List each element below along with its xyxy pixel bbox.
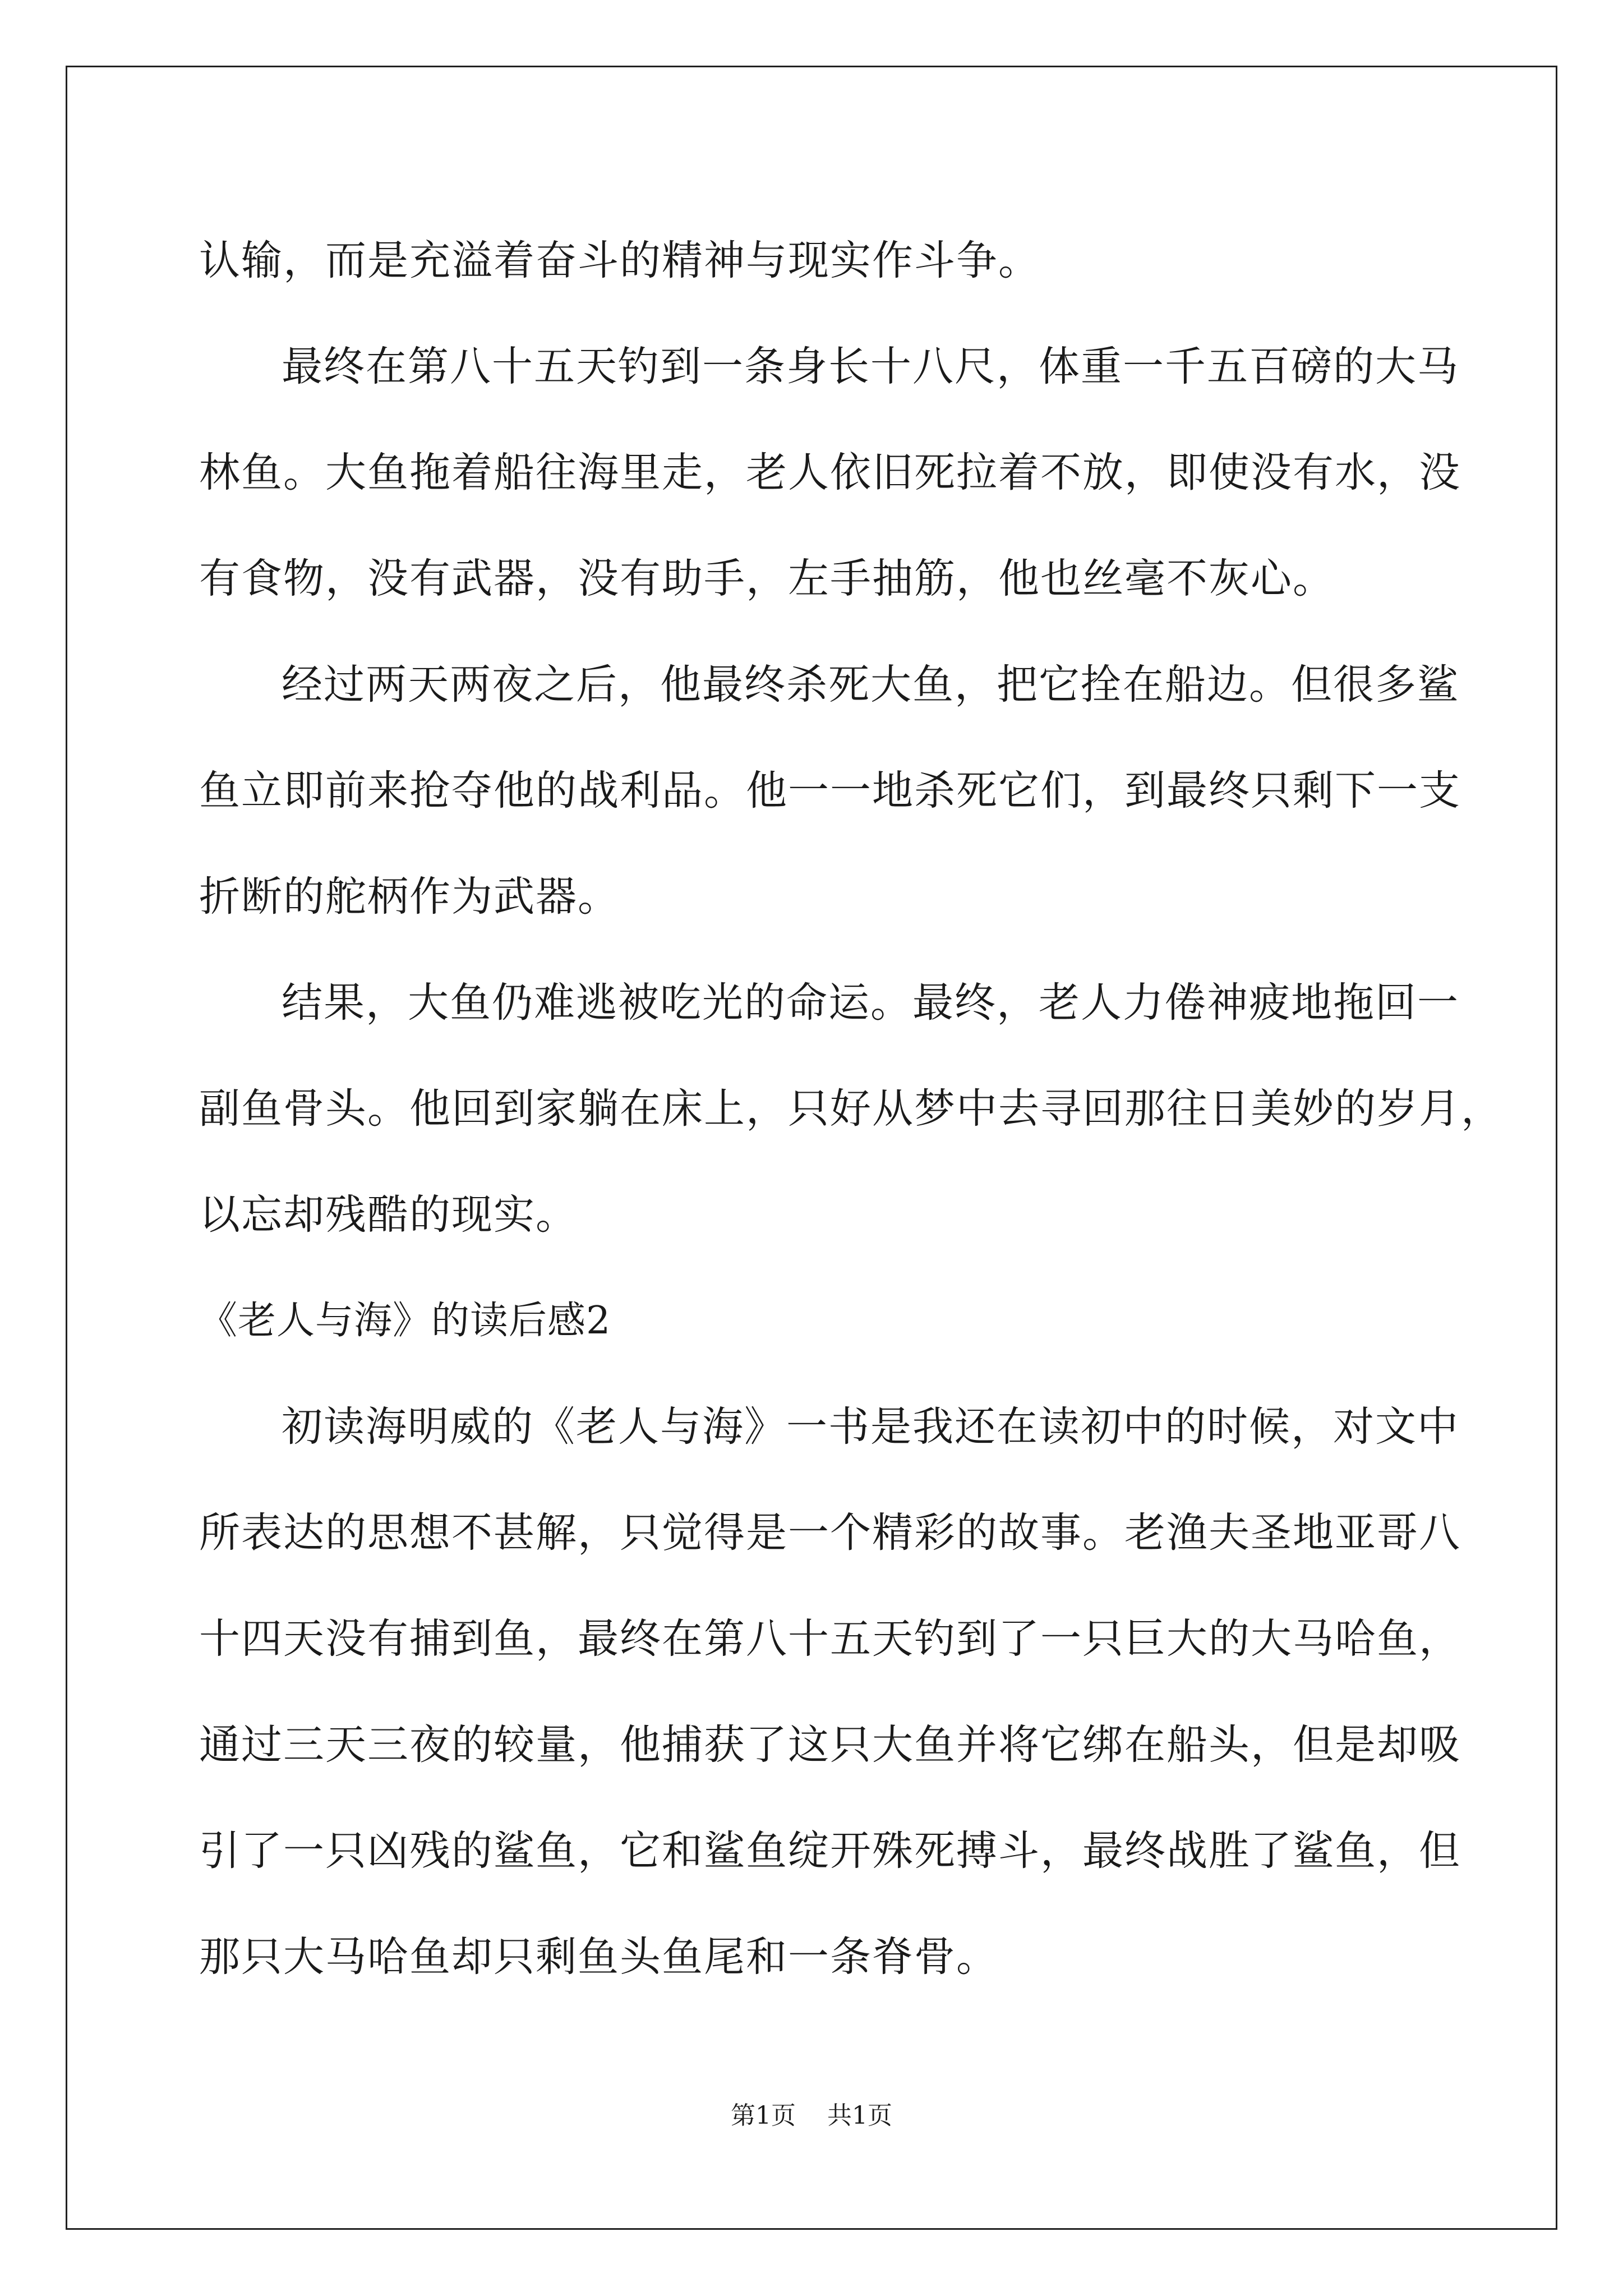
text-line: 十四天没有捕到鱼，最终在第八十五天钓到了一只巨大的大马哈鱼， bbox=[199, 1615, 1461, 1663]
document-body bbox=[199, 208, 1503, 2010]
text-line: 初读海明威的《老人与海》一书是我还在读初中的时候，对文中 bbox=[282, 1403, 1459, 1451]
text-line: 折断的舵柄作为武器。 bbox=[199, 873, 620, 921]
section-heading: 《老人与海》的读后感2 bbox=[199, 1299, 611, 1343]
text-line: 通过三天三夜的较量，他捕获了这只大鱼并将它绑在船头，但是却吸 bbox=[199, 1721, 1461, 1769]
text-line: 有食物，没有武器，没有助手，左手抽筋，他也丝毫不灰心。 bbox=[199, 555, 1335, 602]
text-line: 副鱼骨头。他回到家躺在床上，只好从梦中去寻回那往日美妙的岁月， bbox=[199, 1085, 1503, 1133]
text-line: 结果，大鱼仍难逃被吃光的命运。最终，老人力倦神疲地拖回一 bbox=[282, 979, 1459, 1027]
page-number: 第1页 bbox=[731, 2101, 796, 2130]
text-line: 最终在第八十五天钓到一条身长十八尺，体重一千五百磅的大马 bbox=[282, 343, 1459, 390]
text-line: 经过两天两夜之后，他最终杀死大鱼，把它拴在船边。但很多鲨 bbox=[282, 661, 1459, 708]
text-line: 那只大马哈鱼却只剩鱼头鱼尾和一条脊骨。 bbox=[199, 1933, 998, 1981]
text-line: 所表达的思想不甚解，只觉得是一个精彩的故事。老渔夫圣地亚哥八 bbox=[199, 1509, 1461, 1557]
page-footer bbox=[0, 2095, 1623, 2131]
text-line: 以忘却残酷的现实。 bbox=[199, 1191, 578, 1239]
text-line: 引了一只凶残的鲨鱼，它和鲨鱼绽开殊死搏斗，最终战胜了鲨鱼，但 bbox=[199, 1827, 1461, 1875]
text-line: 鱼立即前来抢夺他的战利品。他一一地杀死它们，到最终只剩下一支 bbox=[199, 767, 1461, 815]
page-total: 共1页 bbox=[827, 2101, 892, 2130]
text-line: 认输，而是充溢着奋斗的精神与现实作斗争。 bbox=[199, 237, 1040, 284]
text-line: 林鱼。大鱼拖着船往海里走，老人依旧死拉着不放，即使没有水，没 bbox=[199, 449, 1461, 496]
